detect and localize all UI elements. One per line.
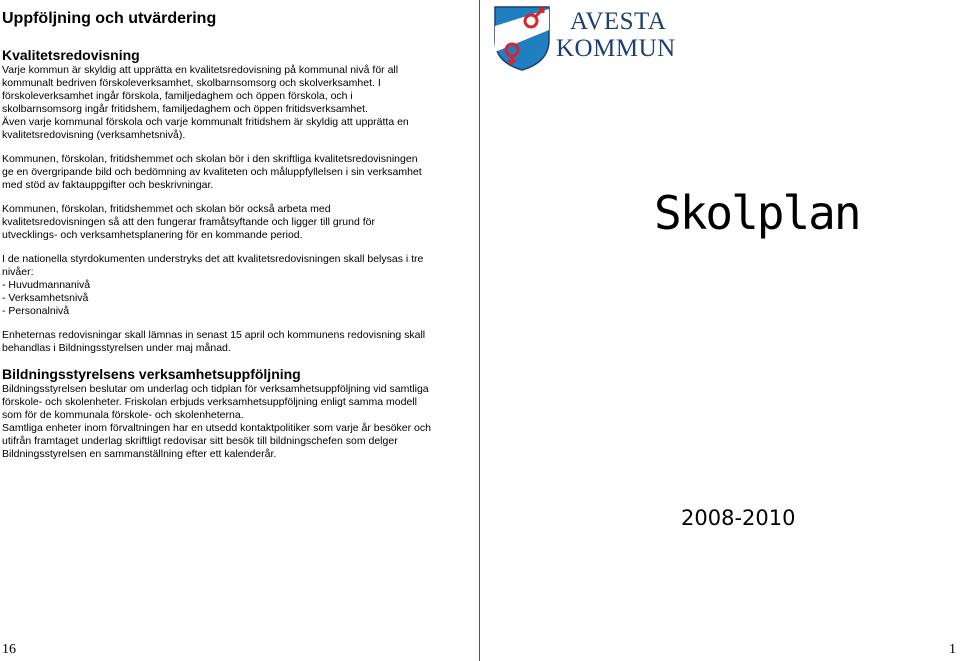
brand-line-avesta: AVESTA (570, 8, 667, 35)
brand-line-kommun: KOMMUN (556, 35, 676, 62)
page-divider (479, 0, 480, 661)
paragraph: Bildningsstyrelsen beslutar om underlag och tidplan för verksamhetsuppföljning vid samtliga förskole- och skolenheter. Friskolan erbjuds verksamhetsuppföljning enligt samma modell som för de kommunala förskole- och skolenheterna. Samtliga enheter inom förvaltningen har en utsedd kontaktpolitiker som varje år besöker och utifrån framtaget underlag skriftligt redovisar sitt besök till bildningschefen som delger Bildningsstyrelsen en sammanställning efter ett kalenderår. (2, 383, 431, 460)
level-list (2, 279, 462, 318)
page-number-right: 1 (949, 642, 956, 657)
paragraph: Enheternas redovisningar skall lämnas in senast 15 april och kommunens redovisning skall behandlas i Bildningsstyrelsen under maj månad. (2, 329, 426, 354)
list-item: - Huvudmannanivå (2, 279, 91, 291)
cover-years: 2008-2010 (681, 506, 796, 530)
left-page (2, 9, 462, 461)
cover-title: Skolplan (654, 186, 860, 240)
page-number-left: 16 (2, 642, 16, 657)
list-item: - Personalnivå (2, 305, 70, 317)
paragraph: Kommunen, förskolan, fritidshemmet och skolan bör i den skriftliga kvalitetsredovisningen ge en övergripande bild och bedömning av kvaliteten och måluppfyllelsen i sin verksamhet med stöd av faktauppgifter och beskrivningar. (2, 153, 422, 191)
list-item: - Verksamhetsnivå (2, 292, 89, 304)
brand-wordmark (556, 8, 676, 62)
coat-of-arms-logo (492, 4, 552, 72)
section-heading-kvalitetsredovisning: Kvalitetsredovisning (2, 47, 140, 63)
section-heading-bildningsstyrelsen: Bildningsstyrelsens verksamhetsuppföljning (2, 366, 301, 382)
paragraph: Kommunen, förskolan, fritidshemmet och skolan bör också arbeta med kvalitetsredovisningen så att den fungerar framåtsyftande och ligger till grund för utvecklings- och verksamhetsplanering för en kommande period. (2, 203, 375, 241)
paragraph: I de nationella styrdokumenten understryks det att kvalitetsredovisningen skall belysas i tre nivåer: (2, 253, 424, 278)
page-title: Uppföljning och utvärdering (2, 10, 217, 27)
paragraph: Varje kommun är skyldig att upprätta en kvalitetsredovisning på kommunal nivå för all kommunalt bedriven förskoleverksamhet, skolbarnsomsorg och skolverksamhet. I förskoleverksamhet ingår förskola, familjedaghem och öppen förskola, och i skolbarnsomsorg ingår fritidshem, familjedaghem och öppen fritidsverksamhet. Även varje kommunal förskola och varje kommunalt fritidshem är skyldig att upprätta en kvalitetsredovisning (verksamhetsnivå). (2, 64, 409, 141)
